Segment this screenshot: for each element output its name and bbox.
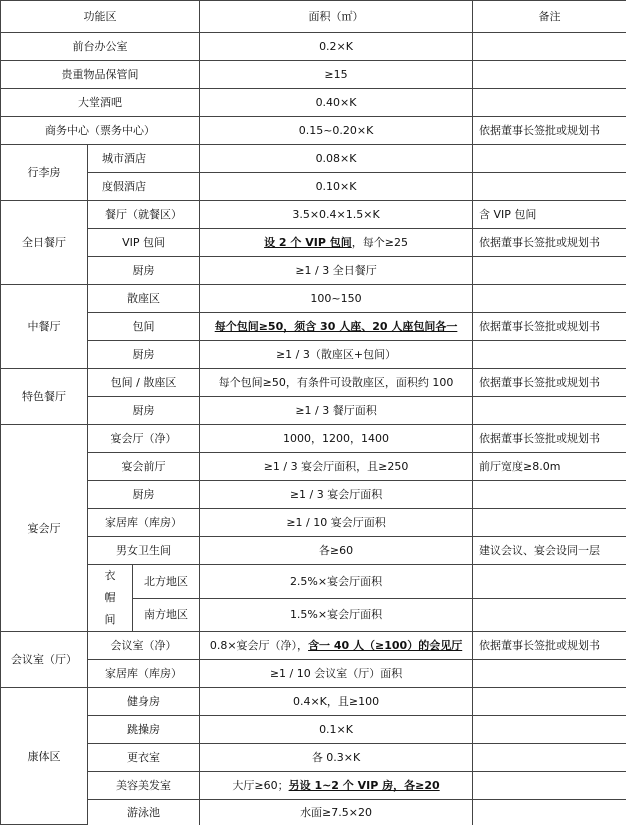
table-row <box>1 453 626 481</box>
group-label: 会议室（厅） <box>1 632 88 688</box>
row-area: 每个包间≥50，有条件可设散座区，面积约 100 <box>200 369 473 397</box>
row-note <box>473 772 626 800</box>
table-row <box>1 89 626 117</box>
row-area: 1000，1200，1400 <box>200 425 473 453</box>
row-name: 包间 / 散座区 <box>88 369 200 397</box>
row-note: 依据董事长签批或规划书 <box>473 117 626 145</box>
row-note <box>473 33 626 61</box>
row-area <box>200 772 473 800</box>
row-area: 各≥60 <box>200 537 473 565</box>
row-note <box>473 89 626 117</box>
table-row <box>1 369 626 397</box>
row-note <box>473 285 626 313</box>
row-name: 餐厅（就餐区） <box>88 201 200 229</box>
row-area: ≥1 / 3 全日餐厅 <box>200 257 473 285</box>
table-row <box>1 313 626 341</box>
row-note <box>473 716 626 744</box>
row-note: 依据董事长签批或规划书 <box>473 369 626 397</box>
row-area: ≥15 <box>200 61 473 89</box>
row-area <box>200 313 473 341</box>
row-area: 0.40×K <box>200 89 473 117</box>
table-row <box>1 201 626 229</box>
cloakroom-label-char: 帽 <box>88 587 132 609</box>
area-emphasis: 含一 40 人（≥100）的会见厅 <box>308 639 462 652</box>
row-area: 水面≥7.5×20 <box>200 800 473 825</box>
row-note: 依据董事长签批或规划书 <box>473 632 626 660</box>
table-row <box>1 33 626 61</box>
table-row <box>1 716 626 744</box>
area-text: 0.8×宴会厅（净）， <box>210 639 308 652</box>
table-row <box>1 744 626 772</box>
row-area: 100~150 <box>200 285 473 313</box>
row-area: 0.08×K <box>200 145 473 173</box>
row-name: 贵重物品保管间 <box>1 61 200 89</box>
row-note <box>473 688 626 716</box>
row-name: 商务中心（票务中心） <box>1 117 200 145</box>
row-name: 厨房 <box>88 481 200 509</box>
area-text: 大厅≥60； <box>232 779 288 792</box>
row-area: 3.5×0.4×1.5×K <box>200 201 473 229</box>
row-area: 2.5%×宴会厅面积 <box>200 565 473 599</box>
row-name: 美容美发室 <box>88 772 200 800</box>
group-label: 特色餐厅 <box>1 369 88 425</box>
group-label: 康体区 <box>1 688 88 825</box>
row-area: ≥1 / 3 餐厅面积 <box>200 397 473 425</box>
row-note <box>473 744 626 772</box>
cloakroom-label-char: 衣 <box>88 565 132 587</box>
row-name: 厨房 <box>88 257 200 285</box>
group-label: 宴会厅 <box>1 425 88 632</box>
table-row <box>1 257 626 285</box>
table-row <box>1 688 626 716</box>
row-note <box>473 565 626 599</box>
table-row <box>1 397 626 425</box>
row-area: 1.5%×宴会厅面积 <box>200 598 473 632</box>
row-name: 前台办公室 <box>1 33 200 61</box>
row-name: 宴会前厅 <box>88 453 200 481</box>
row-name: 大堂酒吧 <box>1 89 200 117</box>
table-row <box>1 285 626 313</box>
row-name: 南方地区 <box>133 598 200 632</box>
row-name: 健身房 <box>88 688 200 716</box>
table-row <box>1 800 626 825</box>
table-row <box>1 772 626 800</box>
cloakroom-label-char: 间 <box>88 609 132 631</box>
row-name: 游泳池 <box>88 800 200 825</box>
row-note <box>473 800 626 825</box>
row-name: 更衣室 <box>88 744 200 772</box>
row-area: 各 0.3×K <box>200 744 473 772</box>
table-row <box>1 117 626 145</box>
table-header-row <box>1 1 626 33</box>
row-note: 含 VIP 包间 <box>473 201 626 229</box>
row-note <box>473 660 626 688</box>
row-note <box>473 145 626 173</box>
header-notes: 备注 <box>473 1 626 33</box>
table-row <box>1 509 626 537</box>
table-row <box>1 425 626 453</box>
table-row <box>1 537 626 565</box>
row-note <box>473 481 626 509</box>
row-name: 散座区 <box>88 285 200 313</box>
row-name: 跳操房 <box>88 716 200 744</box>
row-area: ≥1 / 3（散座区+包间） <box>200 341 473 369</box>
row-name: 宴会厅（净） <box>88 425 200 453</box>
row-area <box>200 229 473 257</box>
area-text: ，每个≥25 <box>352 236 408 249</box>
area-emphasis: 每个包间≥50，须含 30 人座、20 人座包间各一 <box>215 320 458 333</box>
row-name: 男女卫生间 <box>88 537 200 565</box>
row-note: 依据董事长签批或规划书 <box>473 425 626 453</box>
row-area: ≥1 / 3 宴会厅面积，且≥250 <box>200 453 473 481</box>
row-name: 厨房 <box>88 341 200 369</box>
table-row <box>1 145 626 173</box>
row-area <box>200 632 473 660</box>
group-label: 行李房 <box>1 145 88 201</box>
row-note <box>473 509 626 537</box>
row-area: 0.2×K <box>200 33 473 61</box>
row-name: 会议室（净） <box>88 632 200 660</box>
row-area: 0.15~0.20×K <box>200 117 473 145</box>
row-name: 北方地区 <box>133 565 200 599</box>
header-area: 面积（㎡） <box>200 1 473 33</box>
row-area: ≥1 / 10 会议室（厅）面积 <box>200 660 473 688</box>
row-name: 家居库（库房） <box>88 509 200 537</box>
group-label: 中餐厅 <box>1 285 88 369</box>
row-note: 前厅宽度≥8.0m <box>473 453 626 481</box>
row-area: 0.10×K <box>200 173 473 201</box>
group-label: 全日餐厅 <box>1 201 88 285</box>
row-note <box>473 598 626 632</box>
row-note <box>473 173 626 201</box>
row-note: 建议会议、宴会设同一层 <box>473 537 626 565</box>
area-emphasis: 另设 1~2 个 VIP 房，各≥20 <box>289 779 440 792</box>
row-note <box>473 341 626 369</box>
row-name: 度假酒店 <box>88 173 200 201</box>
row-name: 城市酒店 <box>88 145 200 173</box>
row-area: 0.1×K <box>200 716 473 744</box>
cloakroom-label <box>88 565 133 632</box>
row-area: ≥1 / 10 宴会厅面积 <box>200 509 473 537</box>
table-row <box>1 565 626 599</box>
row-area: ≥1 / 3 宴会厅面积 <box>200 481 473 509</box>
header-function-area: 功能区 <box>1 1 200 33</box>
row-note: 依据董事长签批或规划书 <box>473 313 626 341</box>
row-name: 家居库（库房） <box>88 660 200 688</box>
row-note <box>473 257 626 285</box>
table-row <box>1 660 626 688</box>
table-row <box>1 632 626 660</box>
row-name: 厨房 <box>88 397 200 425</box>
row-note <box>473 61 626 89</box>
row-area: 0.4×K，且≥100 <box>200 688 473 716</box>
row-name: 包间 <box>88 313 200 341</box>
table-row <box>1 61 626 89</box>
table-row <box>1 481 626 509</box>
table-row <box>1 229 626 257</box>
area-emphasis: 设 2 个 VIP 包间 <box>264 236 352 249</box>
table-row <box>1 341 626 369</box>
row-note <box>473 397 626 425</box>
row-name: VIP 包间 <box>88 229 200 257</box>
table-row <box>1 173 626 201</box>
row-note: 依据董事长签批或规划书 <box>473 229 626 257</box>
